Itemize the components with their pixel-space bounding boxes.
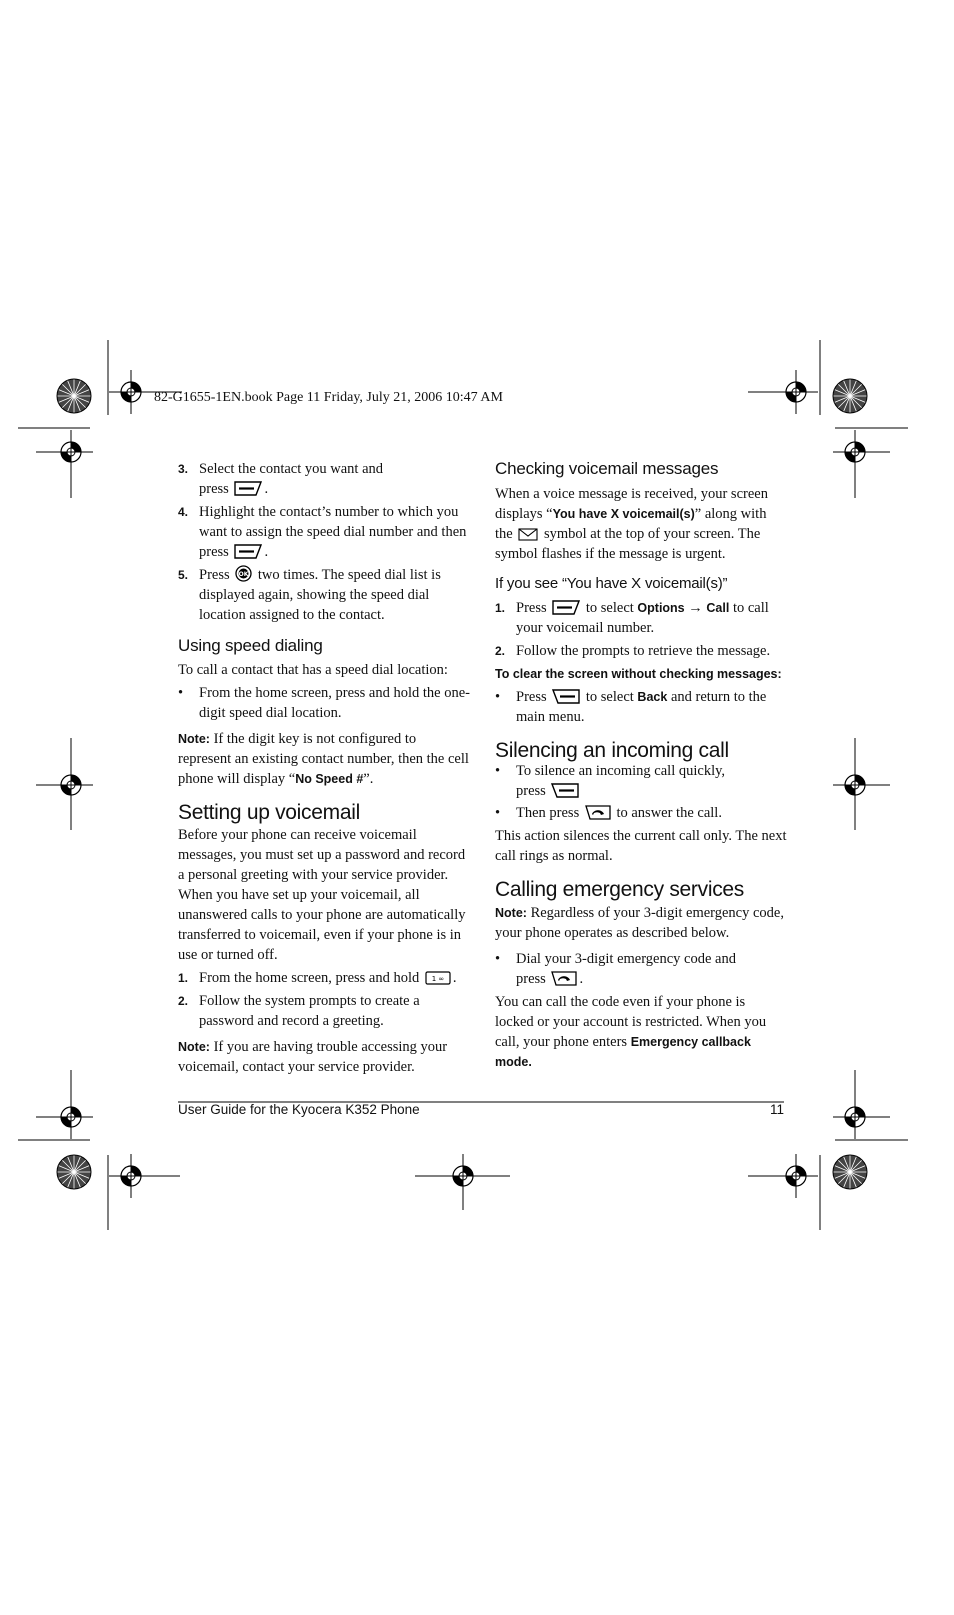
checking-voicemail-heading: Checking voicemail messages (495, 459, 719, 478)
checking-voicemail-body: When a voice message is received, your screen displays “You have X voicemail(s)” along with the symbol at the top of your screen. The symbol flashes if the message is urgent. (495, 486, 768, 562)
emergency-bullet: • Dial your 3-digit emergency code and press . (495, 951, 736, 987)
left-column (178, 459, 470, 1077)
speed-dialing-intro: To call a contact that has a speed dial location: (178, 662, 448, 678)
footer-title: User Guide for the Kyocera K352 Phone (178, 1102, 420, 1117)
right-softkey-icon (551, 783, 579, 798)
step-4: 4. Highlight the contact’s number to which you want to assign the speed dial number and then press . (178, 504, 467, 560)
svg-text:OK: OK (238, 570, 249, 578)
svg-text:1 ∞: 1 ∞ (431, 975, 445, 983)
clear-screen-heading: To clear the screen without checking messages: (495, 667, 782, 681)
r-step-1: 1. Press to select Options → Call to call your voicemail number. (495, 600, 769, 636)
right-column (495, 459, 787, 1072)
silencing-call-heading: Silencing an incoming call (495, 739, 729, 762)
voicemail-body: Before your phone can receive voicemail messages, you must set up a password and record a personal greeting with your service provider. When you have set up your voicemail, all unanswered calls to your phone are automatically transferred to voicemail, even if your phone is in use or turned off. (178, 827, 466, 963)
emergency-body: You can call the code even if your phone is locked or your account is restricted. When you call, your phone enters Emergency callback mode. (495, 994, 767, 1069)
setting-up-voicemail-heading: Setting up voicemail (178, 801, 360, 824)
left-softkey-icon (234, 481, 262, 496)
emergency-note: Note: Regardless of your 3-digit emergency code, your phone operates as described below. (495, 905, 784, 941)
book-header-line: 82-G1655-1EN.book Page 11 Friday, July 21, 2006 10:47 AM (154, 390, 503, 405)
send-key-icon (551, 971, 577, 986)
note-voicemail: Note: If you are having trouble accessing your voicemail, contact your service provider. (178, 1039, 448, 1075)
right-softkey-icon (552, 689, 580, 704)
left-softkey-icon (552, 600, 580, 615)
speed-dialing-heading: Using speed dialing (178, 636, 323, 655)
silence-bullet-1: • To silence an incoming call quickly, press (495, 763, 726, 799)
clear-screen-bullet: • Press to select Back and return to the main menu. (495, 689, 767, 725)
envelope-icon (518, 528, 538, 541)
page-number: 11 (769, 1102, 784, 1117)
ok-key-icon (235, 565, 252, 582)
step-5: 5. Press OK two times. The speed dial list is displayed again, showing the speed dial location assigned to the contact. (178, 567, 441, 623)
r-step-2: 2. Follow the prompts to retrieve the message. (495, 643, 771, 659)
silence-body: This action silences the current call only. The next call rings as normal. (495, 828, 787, 864)
vm-step-1: 1. From the home screen, press and hold 1 ∞ . (178, 970, 457, 986)
vm-step-2: 2. Follow the system prompts to create a password and record a greeting. (178, 993, 420, 1029)
if-you-see-heading: If you see “You have X voicemail(s)” (495, 575, 728, 592)
emergency-services-heading: Calling emergency services (495, 878, 744, 901)
left-softkey-icon (234, 544, 262, 559)
key-1-voicemail-icon (425, 971, 451, 985)
silence-bullet-2: • Then press to answer the call. (495, 805, 722, 821)
step-3: 3. Select the contact you want and press . (178, 461, 384, 497)
send-key-icon (585, 805, 611, 820)
note-speed-dial: Note: If the digit key is not configured to represent an existing contact number, then the cell phone will display “No Speed #”. (178, 731, 469, 787)
speed-dialing-bullet: • From the home screen, press and hold the one-digit speed dial location. (178, 685, 470, 721)
